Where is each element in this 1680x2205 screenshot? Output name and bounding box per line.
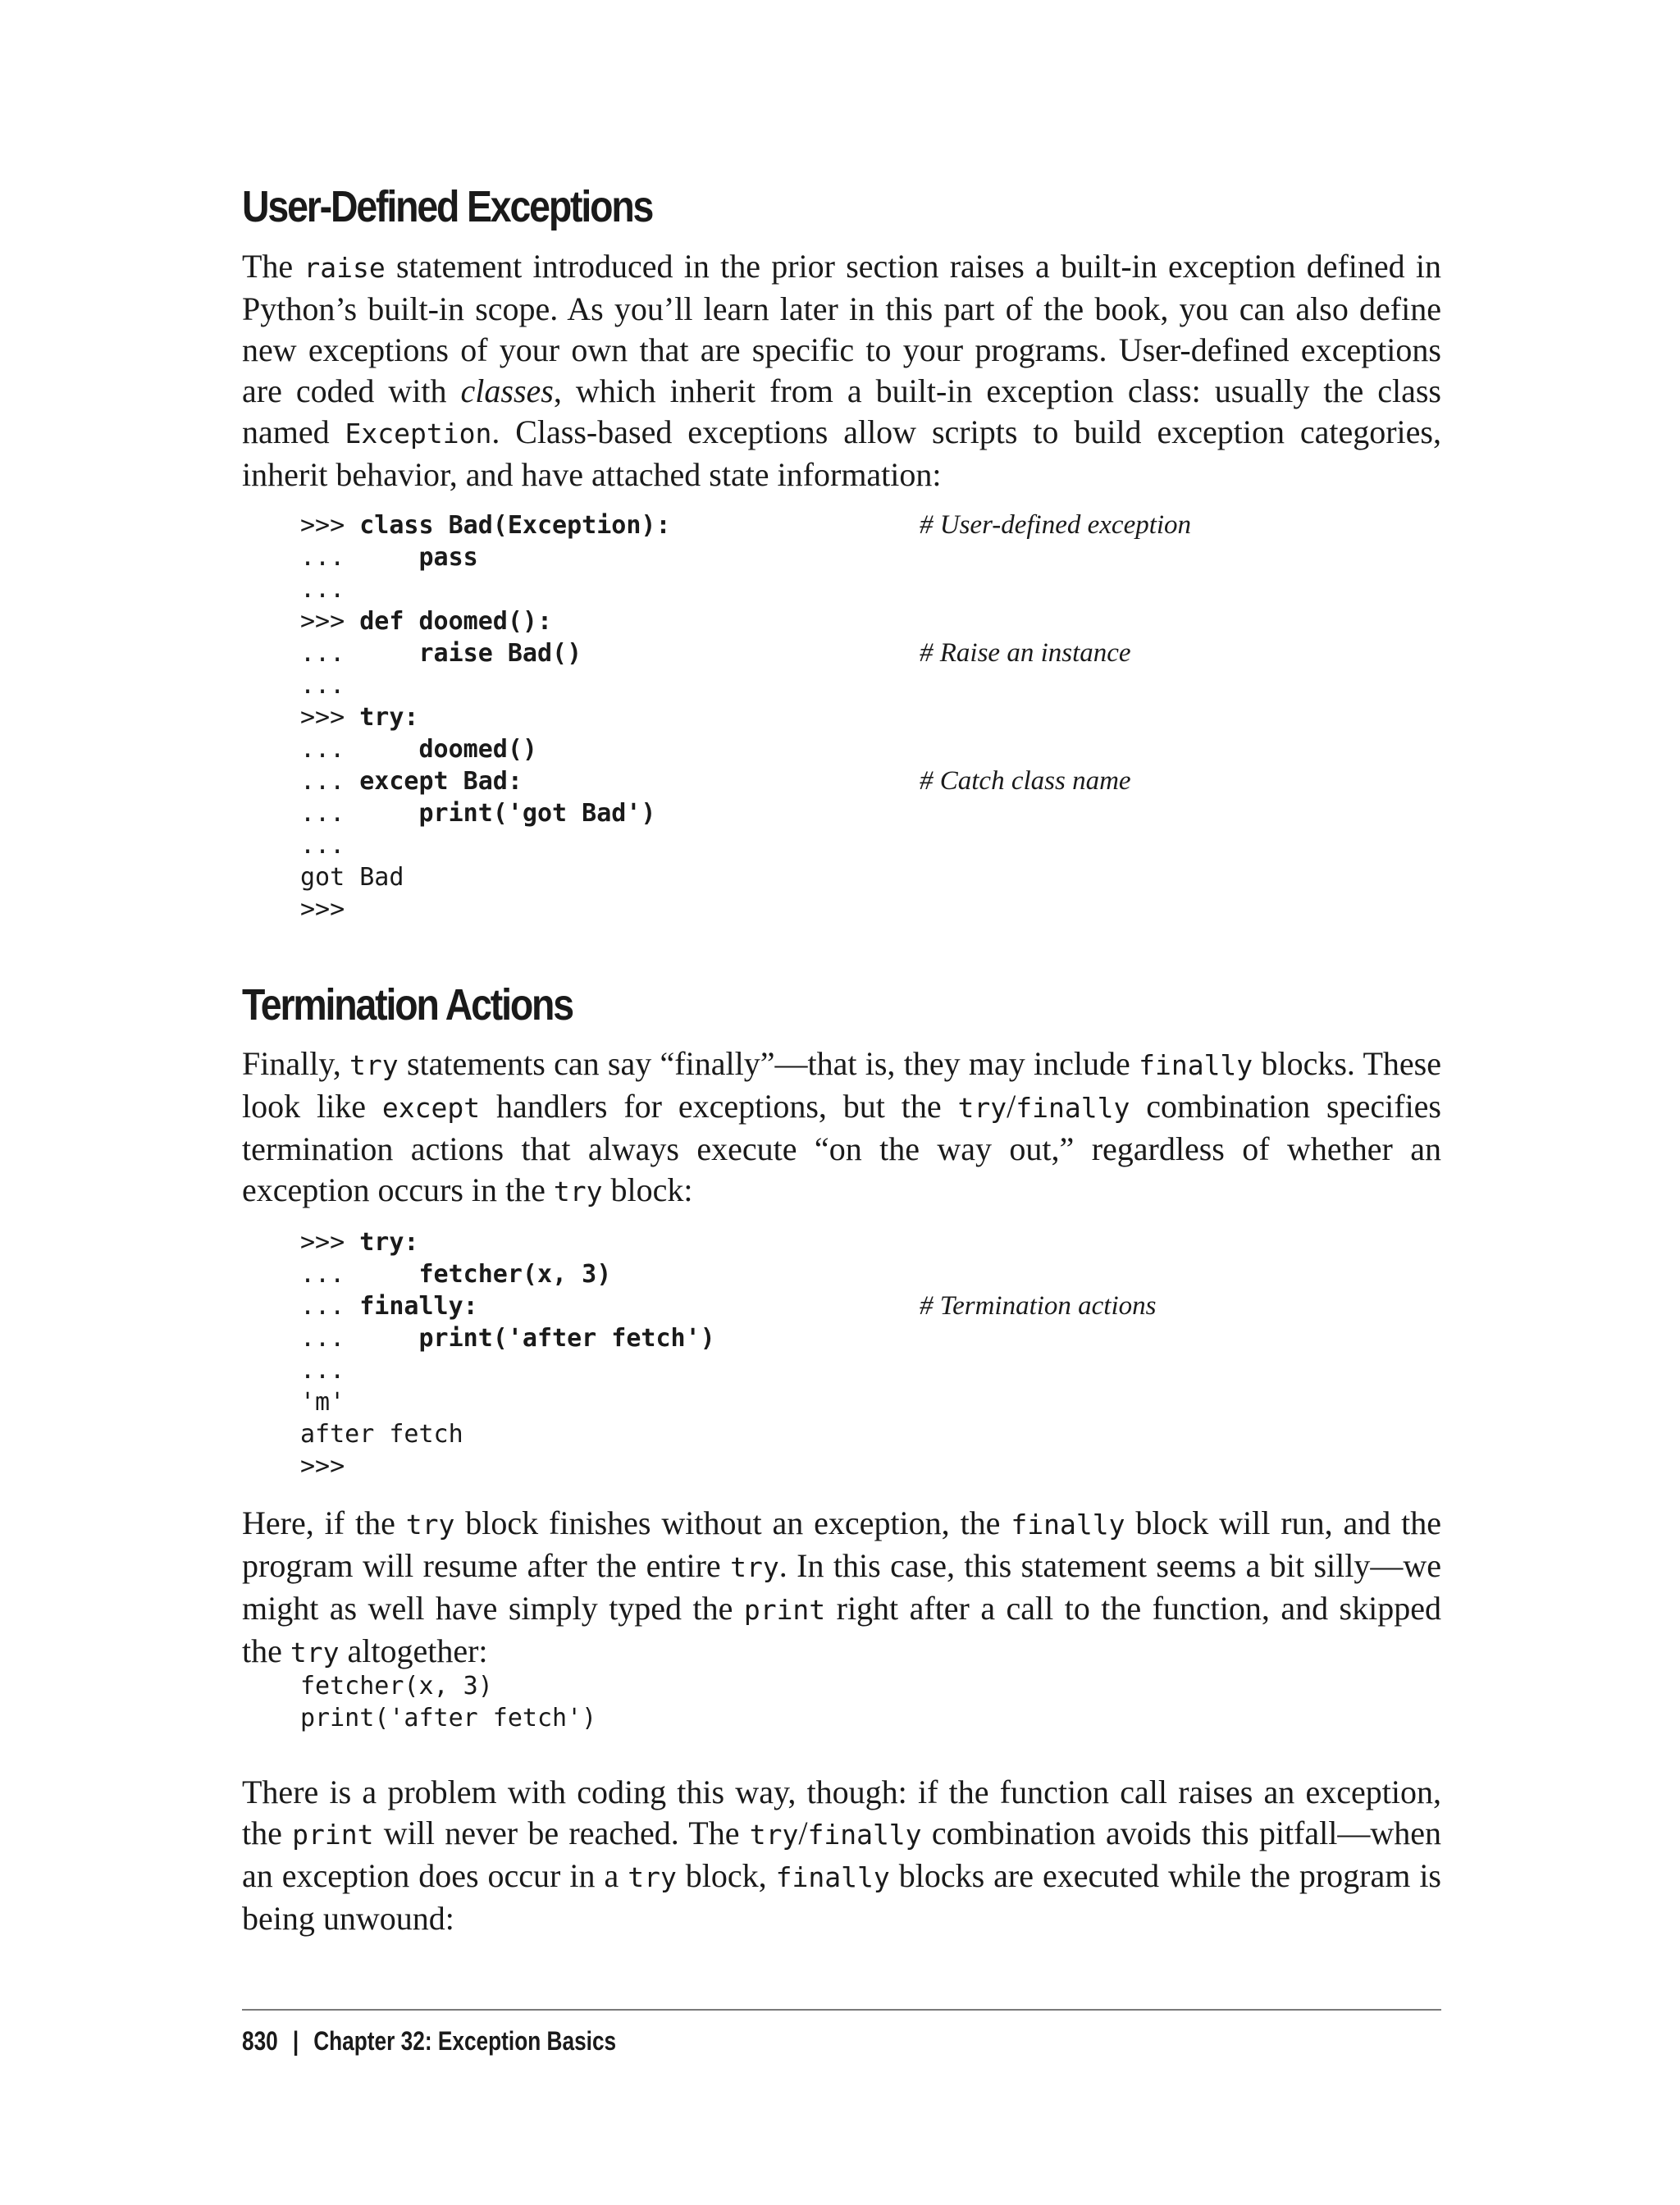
code-input: class Bad(Exception): bbox=[359, 511, 671, 540]
code-line bbox=[300, 1258, 715, 1290]
paragraph-text: . Class-based exceptions allow scripts to build exception categories, inherit behavior, and have attached state information: bbox=[242, 413, 1441, 493]
paragraph-here-explanation bbox=[242, 1503, 1441, 1673]
inline-code: print bbox=[292, 1819, 374, 1851]
inline-code: finally bbox=[1139, 1049, 1253, 1081]
code-input: raise Bad() bbox=[418, 639, 582, 668]
code-block-try-finally bbox=[300, 1226, 1157, 1482]
paragraph-text: block: bbox=[602, 1171, 693, 1208]
paragraph-text: combination avoids this pitfall—when an exception does occur in a bbox=[242, 1815, 1441, 1894]
code-comment: # Catch class name bbox=[920, 766, 1131, 796]
code-comment: # Termination actions bbox=[920, 1291, 1157, 1321]
code-input: doomed() bbox=[418, 735, 537, 764]
code-prompt: ... bbox=[300, 831, 345, 860]
code-line bbox=[300, 509, 1192, 541]
code-line bbox=[300, 829, 671, 861]
code-prompt: >>> bbox=[300, 607, 360, 636]
chapter-title: Chapter 32: Exception Basics bbox=[313, 2026, 617, 2056]
code-line bbox=[300, 1354, 715, 1386]
code-prompt: ... bbox=[300, 799, 419, 828]
inline-code: finally bbox=[1011, 1509, 1125, 1541]
footer-separator: | bbox=[292, 2026, 299, 2056]
section-heading-termination-actions: Termination Actions bbox=[242, 980, 573, 1029]
inline-code: try bbox=[405, 1509, 455, 1541]
inline-code: try bbox=[553, 1176, 603, 1208]
code-line bbox=[300, 669, 671, 701]
section-heading-user-defined-exceptions: User-Defined Exceptions bbox=[242, 182, 653, 231]
paragraph-user-defined-intro bbox=[242, 246, 1441, 495]
paragraph-text: combination specifies termination actions that always execute “on the way out,” regardless of whether an exception occurs in the bbox=[242, 1088, 1442, 1208]
inline-code: try bbox=[730, 1551, 779, 1583]
code-line bbox=[300, 1670, 596, 1702]
code-input: fetcher(x, 3) bbox=[418, 1260, 612, 1289]
inline-code: try bbox=[290, 1637, 340, 1669]
code-input: except Bad: bbox=[359, 767, 523, 796]
paragraph-text: block, bbox=[676, 1857, 776, 1894]
inline-code: Exception bbox=[345, 418, 492, 450]
paragraph-text: Here, if the bbox=[242, 1504, 406, 1541]
page-number: 830 bbox=[242, 2026, 278, 2056]
paragraph-text: / bbox=[1007, 1088, 1016, 1125]
inline-code: raise bbox=[304, 252, 386, 284]
code-prompt: ... bbox=[300, 1260, 419, 1289]
code-line bbox=[300, 1322, 715, 1354]
code-prompt: ... bbox=[300, 1324, 419, 1353]
paragraph-text: right after a call to the function, and skipped the bbox=[242, 1590, 1441, 1669]
code-prompt: >>> bbox=[300, 1452, 345, 1481]
code-prompt: ... bbox=[300, 1292, 360, 1321]
code-input: print('got Bad') bbox=[418, 799, 656, 828]
code-prompt: ... bbox=[300, 1356, 345, 1385]
code-line bbox=[300, 797, 671, 829]
code-line bbox=[300, 861, 671, 893]
code-line bbox=[300, 1290, 1157, 1322]
code-prompt: fetcher(x, 3) bbox=[300, 1672, 493, 1701]
code-line bbox=[300, 637, 1131, 669]
inline-code: finally bbox=[775, 1861, 890, 1893]
code-line bbox=[300, 1226, 715, 1258]
paragraph-text: , which inherit from a built-in exception class: usually the class named bbox=[242, 372, 1441, 450]
code-prompt: after fetch bbox=[300, 1420, 463, 1449]
paragraph-text: . In this case, this statement seems a bit silly—we might as well have simply typed the bbox=[242, 1547, 1441, 1627]
code-line bbox=[300, 1450, 715, 1482]
inline-code: print bbox=[743, 1594, 826, 1626]
code-prompt: >>> bbox=[300, 511, 360, 540]
code-input: print('after fetch') bbox=[418, 1324, 715, 1353]
paragraph-text: altogether: bbox=[339, 1632, 488, 1669]
paragraph-text: blocks. These look like bbox=[242, 1045, 1441, 1125]
inline-code: try bbox=[349, 1049, 399, 1081]
code-comment: # Raise an instance bbox=[920, 638, 1131, 668]
page-footer bbox=[242, 2026, 616, 2057]
paragraph-text: There is a problem with coding this way, though: if the function call raises an exception, the bbox=[242, 1774, 1441, 1851]
code-prompt: ... bbox=[300, 575, 345, 604]
paragraph-text: / bbox=[798, 1815, 808, 1851]
code-comment: # User-defined exception bbox=[920, 510, 1192, 540]
inline-code: try bbox=[957, 1092, 1007, 1124]
code-line bbox=[300, 765, 1131, 797]
paragraph-text: handlers for exceptions, but the bbox=[480, 1088, 958, 1125]
paragraph-text: The bbox=[242, 248, 304, 285]
code-block-plain-calls bbox=[300, 1670, 596, 1734]
code-block-bad-exception bbox=[300, 509, 1192, 925]
inline-code: try bbox=[628, 1861, 677, 1893]
code-line bbox=[300, 1418, 715, 1450]
code-prompt: print('after fetch') bbox=[300, 1704, 597, 1732]
paragraph-text: blocks are executed while the program is being unwound: bbox=[242, 1857, 1441, 1937]
code-input: try: bbox=[359, 1228, 419, 1257]
code-input: pass bbox=[418, 543, 478, 572]
paragraph-problem-explanation bbox=[242, 1772, 1441, 1939]
code-line bbox=[300, 1386, 715, 1418]
code-input: try: bbox=[359, 703, 419, 732]
code-input: def doomed(): bbox=[359, 607, 553, 636]
inline-code: try bbox=[749, 1819, 799, 1851]
code-input: finally: bbox=[359, 1292, 478, 1321]
paragraph-text: Finally, bbox=[242, 1045, 350, 1082]
code-line bbox=[300, 701, 671, 733]
code-prompt: 'm' bbox=[300, 1388, 345, 1417]
code-prompt: ... bbox=[300, 767, 360, 796]
paragraph-termination-intro bbox=[242, 1043, 1441, 1212]
code-prompt: got Bad bbox=[300, 863, 404, 892]
code-prompt: ... bbox=[300, 671, 345, 700]
code-line bbox=[300, 541, 671, 573]
inline-code: except bbox=[381, 1092, 481, 1124]
inline-code: finally bbox=[1016, 1092, 1130, 1124]
code-line bbox=[300, 1702, 596, 1734]
code-prompt: >>> bbox=[300, 1228, 360, 1257]
code-line bbox=[300, 573, 671, 605]
paragraph-text: statement introduced in the prior section raises a built-in exception defined in Python’s built-in scope. As you’ll learn later in this part of the book, you can also define new exceptions of your own that are specific to your programs. User-defined exceptions are coded with bbox=[242, 248, 1442, 409]
paragraph-text: will never be reached. The bbox=[373, 1815, 750, 1851]
code-prompt: ... bbox=[300, 639, 419, 668]
emphasis-text: classes bbox=[460, 372, 554, 409]
code-prompt: ... bbox=[300, 543, 419, 572]
inline-code: finally bbox=[807, 1819, 922, 1851]
code-line bbox=[300, 733, 671, 765]
paragraph-text: block finishes without an exception, the bbox=[454, 1504, 1011, 1541]
code-prompt: >>> bbox=[300, 703, 360, 732]
footer-divider bbox=[242, 2009, 1441, 2011]
code-prompt: ... bbox=[300, 735, 419, 764]
code-line bbox=[300, 605, 671, 637]
code-prompt: >>> bbox=[300, 895, 345, 924]
paragraph-text: statements can say “finally”—that is, they may include bbox=[398, 1045, 1139, 1082]
code-line bbox=[300, 893, 671, 925]
paragraph-text: block will run, and the program will resume after the entire bbox=[242, 1504, 1442, 1584]
